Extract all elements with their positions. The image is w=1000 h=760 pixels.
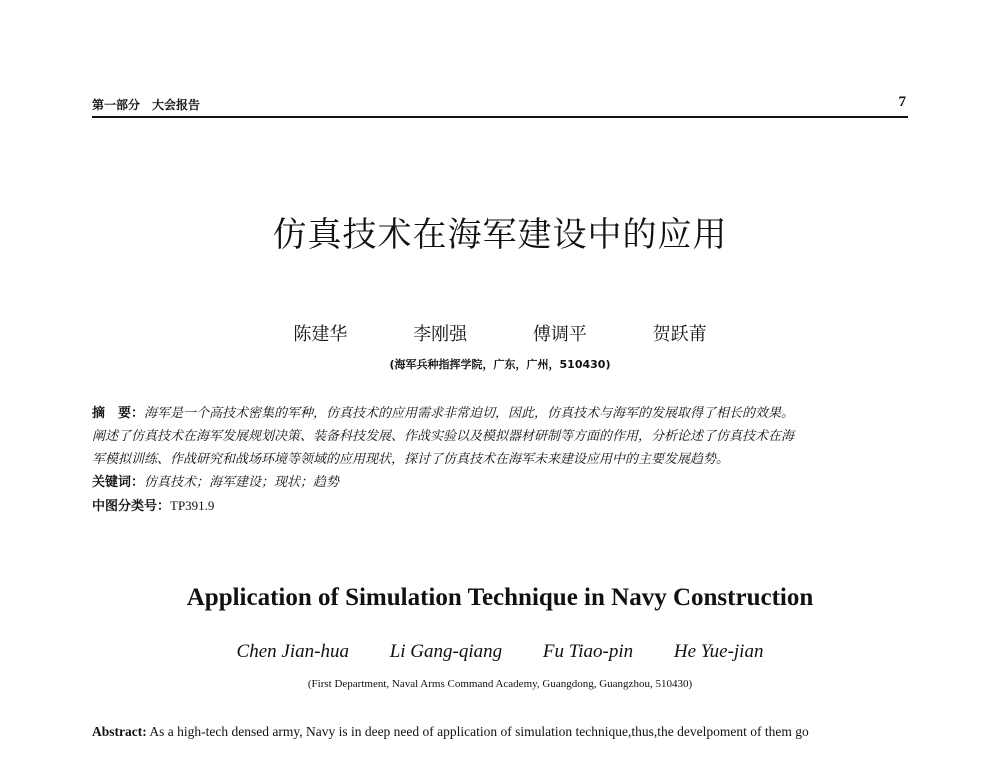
abstract-en-label: Abstract: [92,724,147,739]
author-en-1: Chen Jian-hua [236,641,349,662]
keywords-cn-label: 关键词： [92,475,145,490]
abstract-cn-line-1 [92,402,920,425]
running-header [92,94,908,118]
author-cn-3: 傅调平 [532,324,587,345]
affiliation-chinese: (海军兵种指挥学院，广东，广州，510430) [389,358,611,371]
author-en-3: Fu Tiao-pin [542,641,634,662]
paper-title-english: Application of Simulation Technique in Navy Construction [186,584,814,611]
abstract-cn-text-1: 海军是一个高技术密集的军种，仿真技术的应用需求非常迫切，因此，仿真技术与海军的发展取得了相长的效果。 [144,406,795,421]
classification-cn-value: TP391.9 [170,498,215,513]
author-en-4: He Yue-jian [673,641,764,662]
page-number: 7 [898,94,906,110]
abstract-english [92,724,940,740]
abstract-cn-text-2: 阐述了仿真技术在海军发展规划决策、装备科技发展、作战实验以及模拟器材研制等方面的作用，分析论述了仿真技术在海 [92,429,795,444]
author-cn-1: 陈建华 [293,324,348,345]
section-title: 第一部分 大会报告 [92,98,201,112]
paper-title-chinese: 仿真技术在海军建设中的应用 [272,215,728,255]
abstract-cn-label: 摘 要： [92,406,145,421]
keywords-cn [92,471,920,494]
authors-chinese [0,320,1000,346]
affiliation-english: (First Department, Naval Arms Command Academy, Guangdong, Guangzhou, 510430) [307,678,693,690]
abstract-cn-text-3: 军模拟训练、作战研究和战场环境等领域的应用现状，探讨了仿真技术在海军未来建设应用中的主要发展趋势。 [92,452,730,467]
classification-cn [92,494,920,518]
keywords-cn-value: 仿真技术；海军建设；现状；趋势 [144,475,340,490]
author-cn-4: 贺跃莆 [652,324,707,345]
classification-cn-label: 中图分类号： [92,499,171,514]
author-cn-2: 李刚强 [413,324,468,345]
abstract-en-text-1: As a high-tech densed army, Navy is in deep need of application of simulation technique,thus,the develpoment of them go [149,724,809,739]
author-en-2: Li Gang-qiang [389,641,503,662]
abstract-chinese [92,402,920,518]
authors-english [0,641,1000,663]
